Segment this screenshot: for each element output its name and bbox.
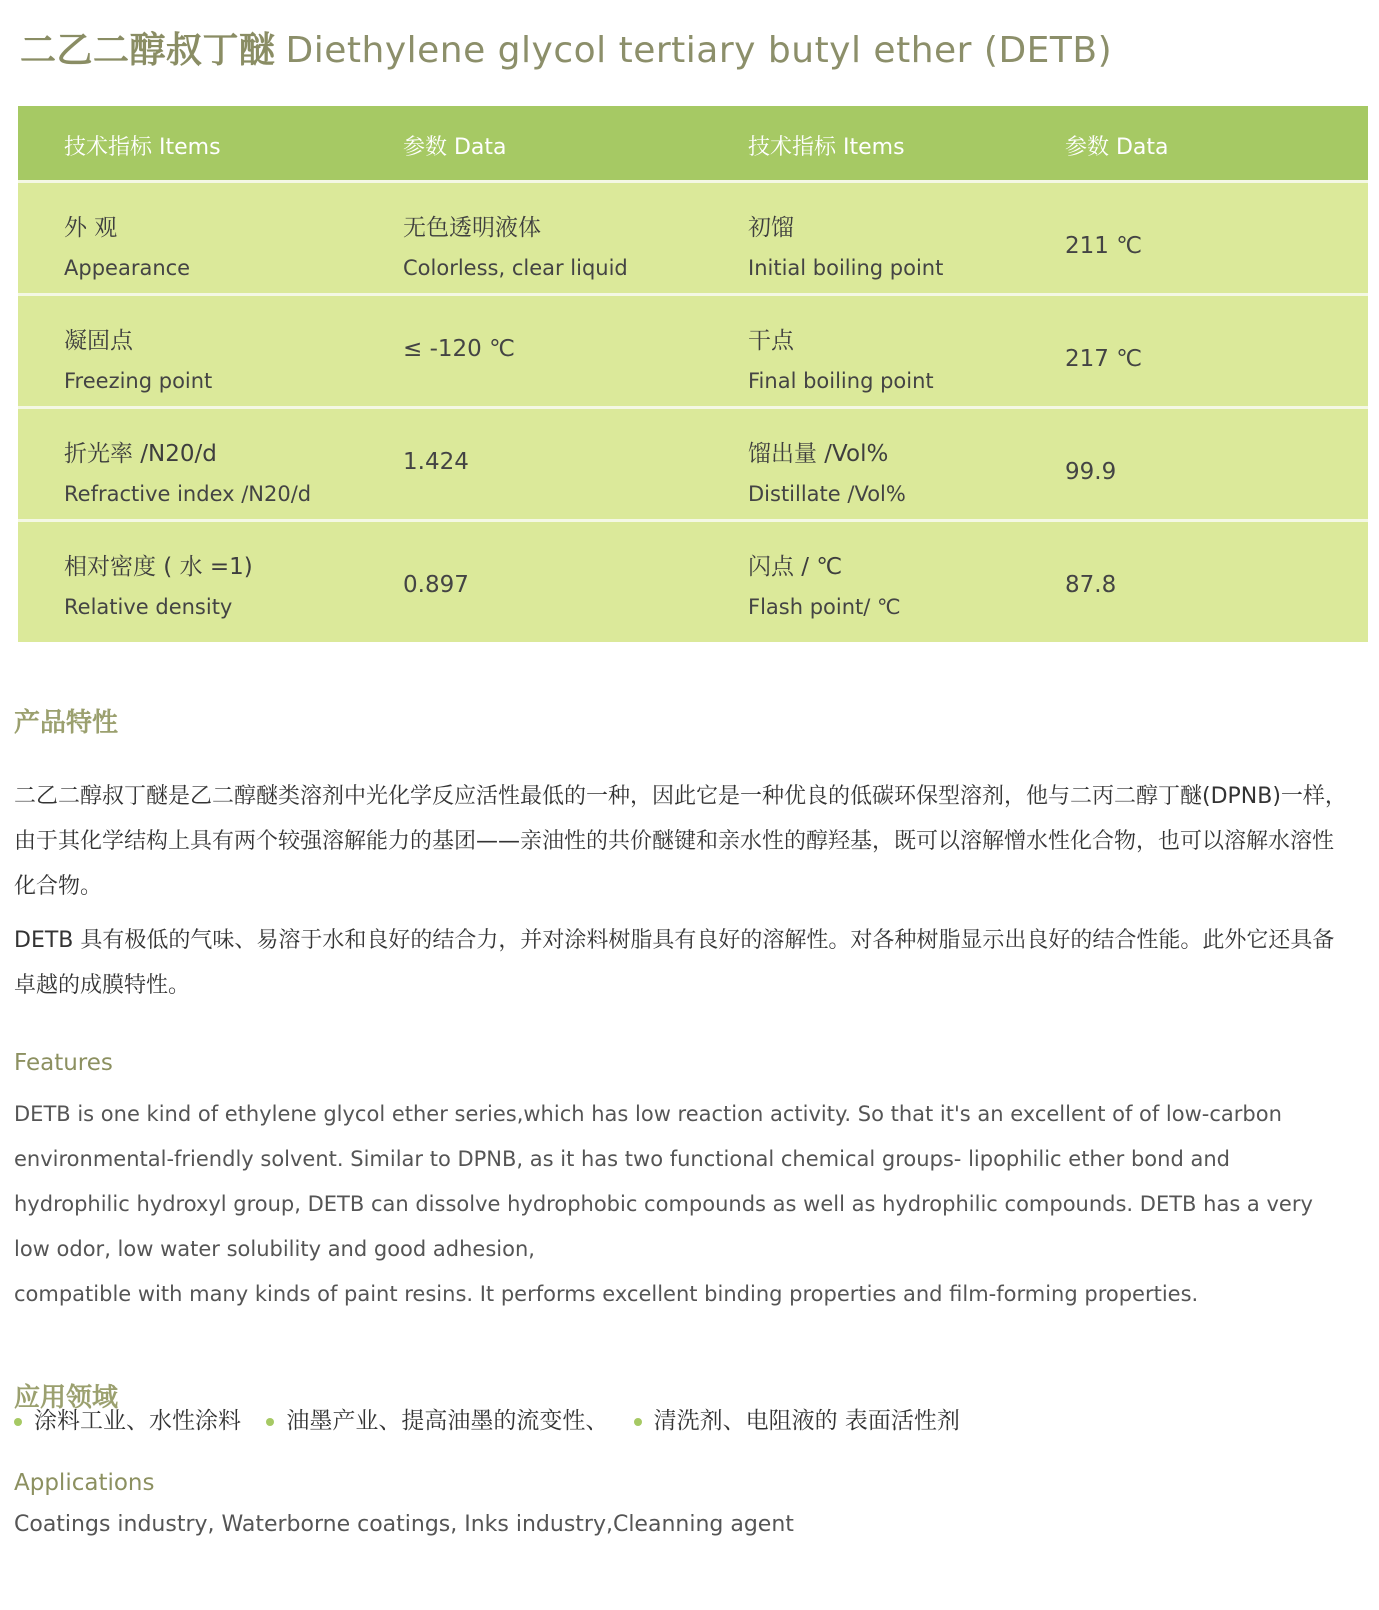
header-items-1: 技术指标 Items [64, 135, 221, 160]
features-en-paragraph-1: DETB is one kind of ethylene glycol ether series,which has low reaction activity. So that it's an excellent of of low-carbon environmental-friendly solvent. Similar to DPNB, as it has two functional chemical groups- lipophilic ether bond and hydrophilic hydroxyl group, DETB can dissolve hydrophobic compounds as well as hydrophilic compounds. DETB has a very low odor, low water solubility and good adhesion, [14, 1102, 1313, 1261]
data-cell: 1.424 [403, 449, 469, 475]
item-cell: 干点 Final boiling point [748, 328, 934, 393]
bullet-icon [634, 1418, 642, 1426]
spec-table [18, 106, 1368, 642]
data-cell: 87.8 [1065, 572, 1117, 598]
header-data-2: 参数 Data [1065, 135, 1169, 160]
features-cn-paragraph-2: DETB 具有极低的气味、易溶于水和良好的结合力，并对涂料树脂具有良好的溶解性。对各种树脂显示出良好的结合性能。此外它还具备卓越的成膜特性。 [14, 928, 1335, 998]
title-en: Diethylene glycol tertiary butyl ether (DETB) [285, 30, 1113, 71]
data-cell: 0.897 [403, 572, 469, 598]
applications-en-text: Coatings industry, Waterborne coatings, Inks industry,Cleanning agent [14, 1512, 794, 1537]
item-cell: 相对密度 ( 水 =1) Relative density [64, 554, 253, 619]
list-item: 涂料工业、水性涂料 [14, 1402, 241, 1435]
item-cell: 馏出量 /Vol% Distillate /Vol% [748, 441, 906, 506]
item-cell: 折光率 /N20/d Refractive index /N20/d [64, 441, 312, 506]
table-header [18, 106, 1368, 180]
applications-en-heading: Applications [14, 1470, 155, 1496]
applications-list [14, 1402, 978, 1435]
applications-cn-heading: 应用领域 [14, 1383, 119, 1413]
features-en-paragraph-2: compatible with many kinds of paint resins. It performs excellent binding properties and film-forming properties. [14, 1282, 1199, 1306]
page-title [20, 22, 1112, 73]
table-row [18, 406, 1368, 519]
data-cell: ≤ -120 ℃ [403, 336, 515, 362]
features-cn-heading: 产品特性 [14, 708, 119, 738]
table-row [18, 519, 1368, 632]
item-cell: 外 观 Appearance [64, 215, 191, 280]
header-items-2: 技术指标 Items [748, 135, 905, 160]
table-row [18, 293, 1368, 406]
item-cell: 初馏 Initial boiling point [748, 215, 944, 280]
item-cell: 闪点 / ℃ Flash point/ ℃ [748, 554, 901, 619]
header-data-1: 参数 Data [403, 135, 507, 160]
data-cell: 211 ℃ [1065, 233, 1143, 259]
bullet-icon [266, 1418, 274, 1426]
data-cell: 无色透明液体 Colorless, clear liquid [403, 215, 628, 280]
features-cn-paragraph-1: 二乙二醇叔丁醚是乙二醇醚类溶剂中光化学反应活性最低的一种，因此它是一种优良的低碳环保型溶剂，他与二丙二醇丁醚(DPNB)一样，由于其化学结构上具有两个较强溶解能力的基团——亲油性的共价醚键和亲水性的醇羟基，既可以溶解憎水性化合物，也可以溶解水溶性化合物。 [14, 784, 1347, 899]
list-item: 油墨产业、提高油墨的流变性、 [266, 1402, 608, 1435]
list-item: 清洗剂、电阻液的 表面活性剂 [634, 1402, 960, 1435]
bullet-icon [14, 1418, 22, 1426]
features-en-heading: Features [14, 1050, 113, 1076]
title-cn: 二乙二醇叔丁醚 [20, 30, 276, 71]
data-cell: 99.9 [1065, 459, 1117, 485]
data-cell: 217 ℃ [1065, 346, 1143, 372]
item-cell: 凝固点 Freezing point [64, 328, 213, 393]
table-row [18, 180, 1368, 293]
